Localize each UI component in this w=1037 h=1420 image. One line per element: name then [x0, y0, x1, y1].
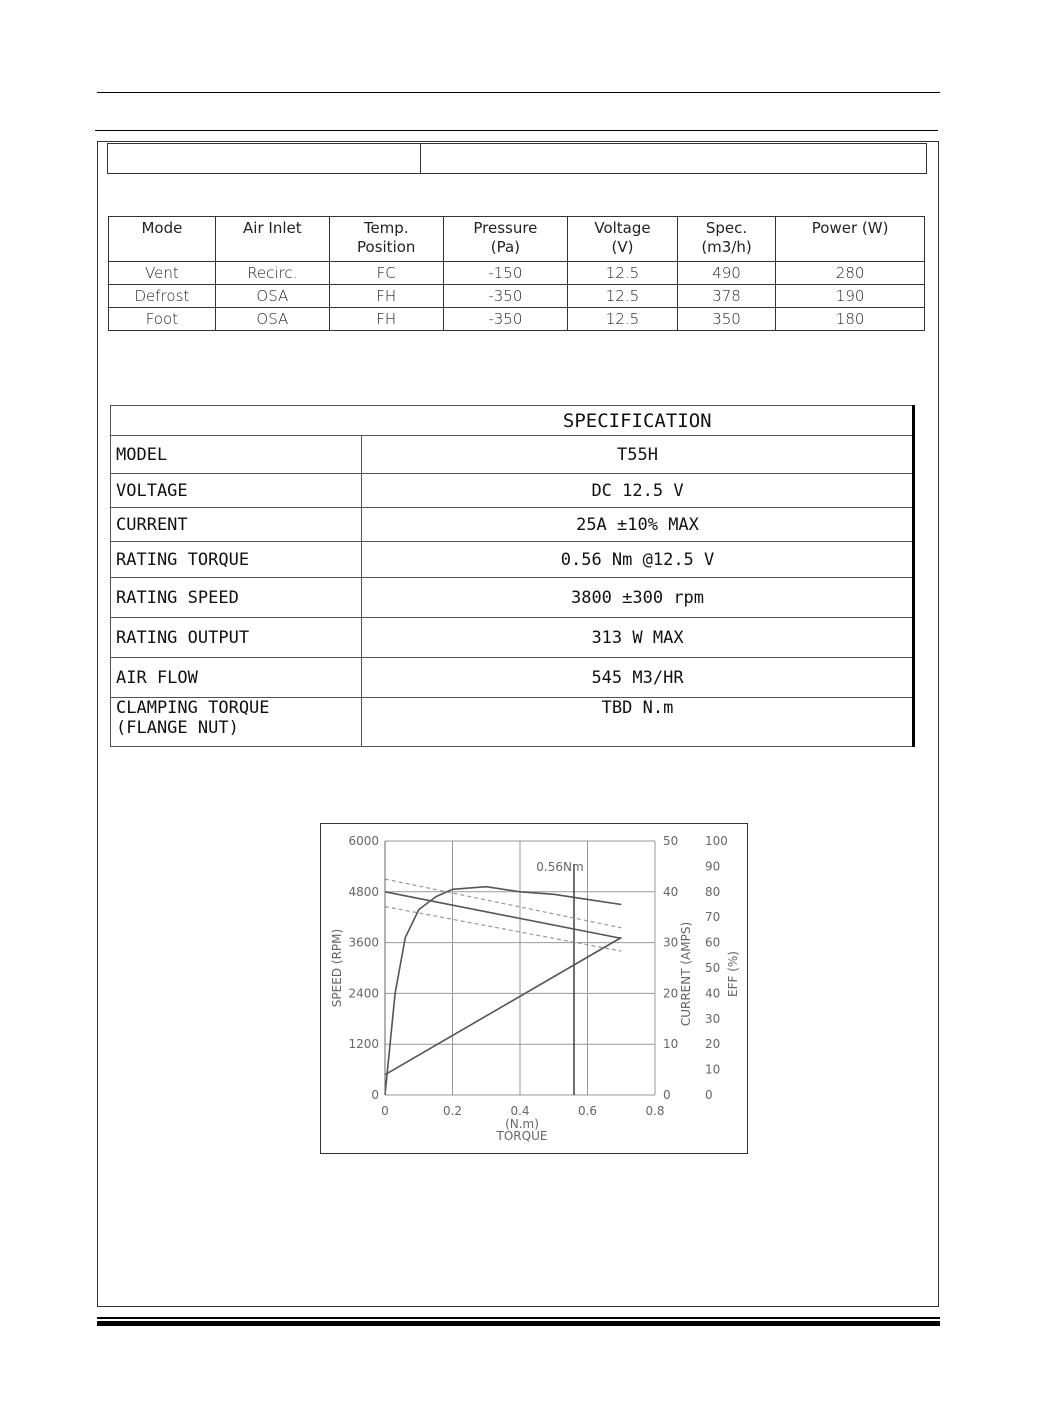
table-cell: FH — [329, 285, 443, 308]
efficiency-curve — [385, 887, 621, 1095]
spec-table — [110, 405, 914, 747]
current-tick-label: 30 — [663, 935, 679, 950]
spec-label-line-1: AIR FLOW — [116, 667, 198, 688]
current-tick-label: 50 — [663, 834, 679, 848]
spec-label-line-1: RATING TORQUE — [116, 549, 250, 570]
table-cell: Vent — [109, 262, 216, 285]
header-line-2: (Pa) — [490, 238, 521, 256]
current-tick-label: 10 — [663, 1037, 679, 1052]
speed-lower-dashed-line — [385, 907, 621, 952]
eff-tick-label: 100 — [705, 834, 728, 848]
second-rule — [95, 130, 938, 131]
eff-tick-label: 10 — [705, 1062, 721, 1077]
spec-label-line-1: RATING SPEED — [116, 587, 239, 608]
spec-value: T55H — [362, 436, 914, 474]
spec-value: 0.56 Nm @12.5 V — [362, 542, 914, 578]
eff-tick-label: 70 — [705, 910, 721, 925]
header-line-1: Air Inlet — [243, 219, 302, 237]
header-line-1: Spec. — [705, 219, 748, 237]
spec-label-line-1: CLAMPING TORQUE — [116, 698, 270, 718]
x-axis-unit: (N.m) — [505, 1117, 539, 1131]
speed-tick-label: 6000 — [348, 834, 379, 848]
speed-tick-label: 4800 — [348, 884, 379, 899]
spec-label-line-1: RATING OUTPUT — [116, 627, 250, 648]
header-line-1: Power (W) — [811, 219, 889, 237]
spec-row — [111, 508, 914, 542]
header-line-1: Voltage — [594, 219, 651, 237]
air-table-header — [443, 217, 568, 262]
spec-row — [111, 658, 914, 698]
table-cell: 12.5 — [568, 262, 678, 285]
spec-row — [111, 436, 914, 474]
table-cell: 12.5 — [568, 285, 678, 308]
table-cell: 190 — [776, 285, 925, 308]
air-table-header — [215, 217, 329, 262]
speed-upper-dashed-line — [385, 879, 621, 928]
spec-label-line-1: VOLTAGE — [116, 480, 188, 501]
x-tick-label: 0.8 — [645, 1104, 665, 1118]
air-flow-table — [108, 216, 925, 331]
table-row — [109, 262, 925, 285]
spec-value: DC 12.5 V — [362, 474, 914, 508]
header-line-1: Pressure — [473, 219, 538, 237]
table-row — [109, 285, 925, 308]
spec-row — [111, 698, 914, 747]
eff-tick-label: 90 — [705, 859, 721, 874]
table-cell: -350 — [443, 285, 568, 308]
table-cell: -150 — [443, 262, 568, 285]
spec-value: TBD N.m — [362, 698, 914, 747]
eff-axis-label: EFF (%) — [726, 951, 740, 997]
header-line-1: Mode — [141, 219, 183, 237]
spec-row — [111, 542, 914, 578]
current-line — [385, 938, 621, 1075]
header-line-2: (V) — [611, 238, 634, 256]
air-table-header — [568, 217, 678, 262]
speed-tick-label: 0 — [371, 1088, 379, 1102]
spec-header-blank — [111, 406, 362, 436]
table-cell: 490 — [677, 262, 775, 285]
table-cell: Foot — [109, 308, 216, 331]
eff-tick-label: 30 — [705, 1011, 721, 1026]
spec-label — [111, 658, 362, 698]
spec-table-right-edge — [912, 405, 915, 747]
spec-label — [111, 698, 362, 747]
spec-value: 545 M3/HR — [362, 658, 914, 698]
eff-tick-label: 40 — [705, 986, 721, 1001]
eff-tick-label: 0 — [705, 1088, 713, 1102]
current-tick-label: 40 — [663, 884, 679, 899]
x-tick-label: 0.6 — [577, 1104, 598, 1118]
x-tick-label: 0 — [381, 1104, 389, 1118]
current-axis-label: CURRENT (AMPS) — [679, 921, 693, 1027]
table-cell: Defrost — [109, 285, 216, 308]
spec-row — [111, 618, 914, 658]
spec-label — [111, 508, 362, 542]
spec-label-line-2: (FLANGE NUT) — [116, 718, 239, 738]
spec-row — [111, 474, 914, 508]
rated-torque-annotation: 0.56Nm — [536, 860, 584, 874]
speed-axis-label: SPEED (RPM) — [330, 928, 344, 1008]
spec-header: SPECIFICATION — [362, 406, 914, 436]
table-cell: 12.5 — [568, 308, 678, 331]
spec-value: 3800 ±300 rpm — [362, 578, 914, 618]
eff-tick-label: 60 — [705, 935, 721, 950]
header-line-2: (m3/h) — [701, 238, 752, 256]
speed-tick-label: 2400 — [348, 986, 379, 1001]
bottom-rule-thin — [97, 1317, 940, 1319]
table-cell: Recirc. — [215, 262, 329, 285]
current-tick-label: 0 — [663, 1088, 671, 1102]
current-tick-label: 20 — [663, 986, 679, 1001]
spec-label — [111, 474, 362, 508]
motor-performance-chart — [320, 823, 748, 1154]
bottom-rule-thick — [97, 1321, 940, 1326]
spec-label — [111, 618, 362, 658]
header-line-2: Position — [357, 238, 416, 256]
air-table-header — [776, 217, 925, 262]
eff-tick-label: 20 — [705, 1037, 721, 1052]
table-cell: FH — [329, 308, 443, 331]
spec-label — [111, 436, 362, 474]
header-box — [107, 143, 927, 174]
x-axis-label: TORQUE — [496, 1129, 548, 1143]
spec-label — [111, 542, 362, 578]
x-tick-label: 0.2 — [442, 1104, 463, 1118]
table-row — [109, 308, 925, 331]
eff-tick-label: 80 — [705, 884, 721, 899]
air-table-header — [677, 217, 775, 262]
spec-value: 313 W MAX — [362, 618, 914, 658]
table-cell: FC — [329, 262, 443, 285]
eff-tick-label: 50 — [705, 961, 721, 975]
table-cell: 378 — [677, 285, 775, 308]
table-cell: 280 — [776, 262, 925, 285]
air-table-header — [109, 217, 216, 262]
spec-row — [111, 578, 914, 618]
table-cell: 350 — [677, 308, 775, 331]
table-cell: OSA — [215, 285, 329, 308]
speed-tick-label: 1200 — [348, 1037, 379, 1052]
table-cell: OSA — [215, 308, 329, 331]
spec-label-line-1: CURRENT — [116, 514, 188, 535]
chart-svg — [321, 824, 749, 1155]
top-rule — [97, 92, 940, 93]
spec-label-line-1: MODEL — [116, 444, 168, 465]
x-tick-label: 0.4 — [510, 1104, 530, 1118]
table-cell: 180 — [776, 308, 925, 331]
spec-value: 25A ±10% MAX — [362, 508, 914, 542]
speed-tick-label: 3600 — [348, 935, 379, 950]
air-table-header — [329, 217, 443, 262]
header-line-1: Temp. — [363, 219, 409, 237]
table-cell: -350 — [443, 308, 568, 331]
spec-label — [111, 578, 362, 618]
